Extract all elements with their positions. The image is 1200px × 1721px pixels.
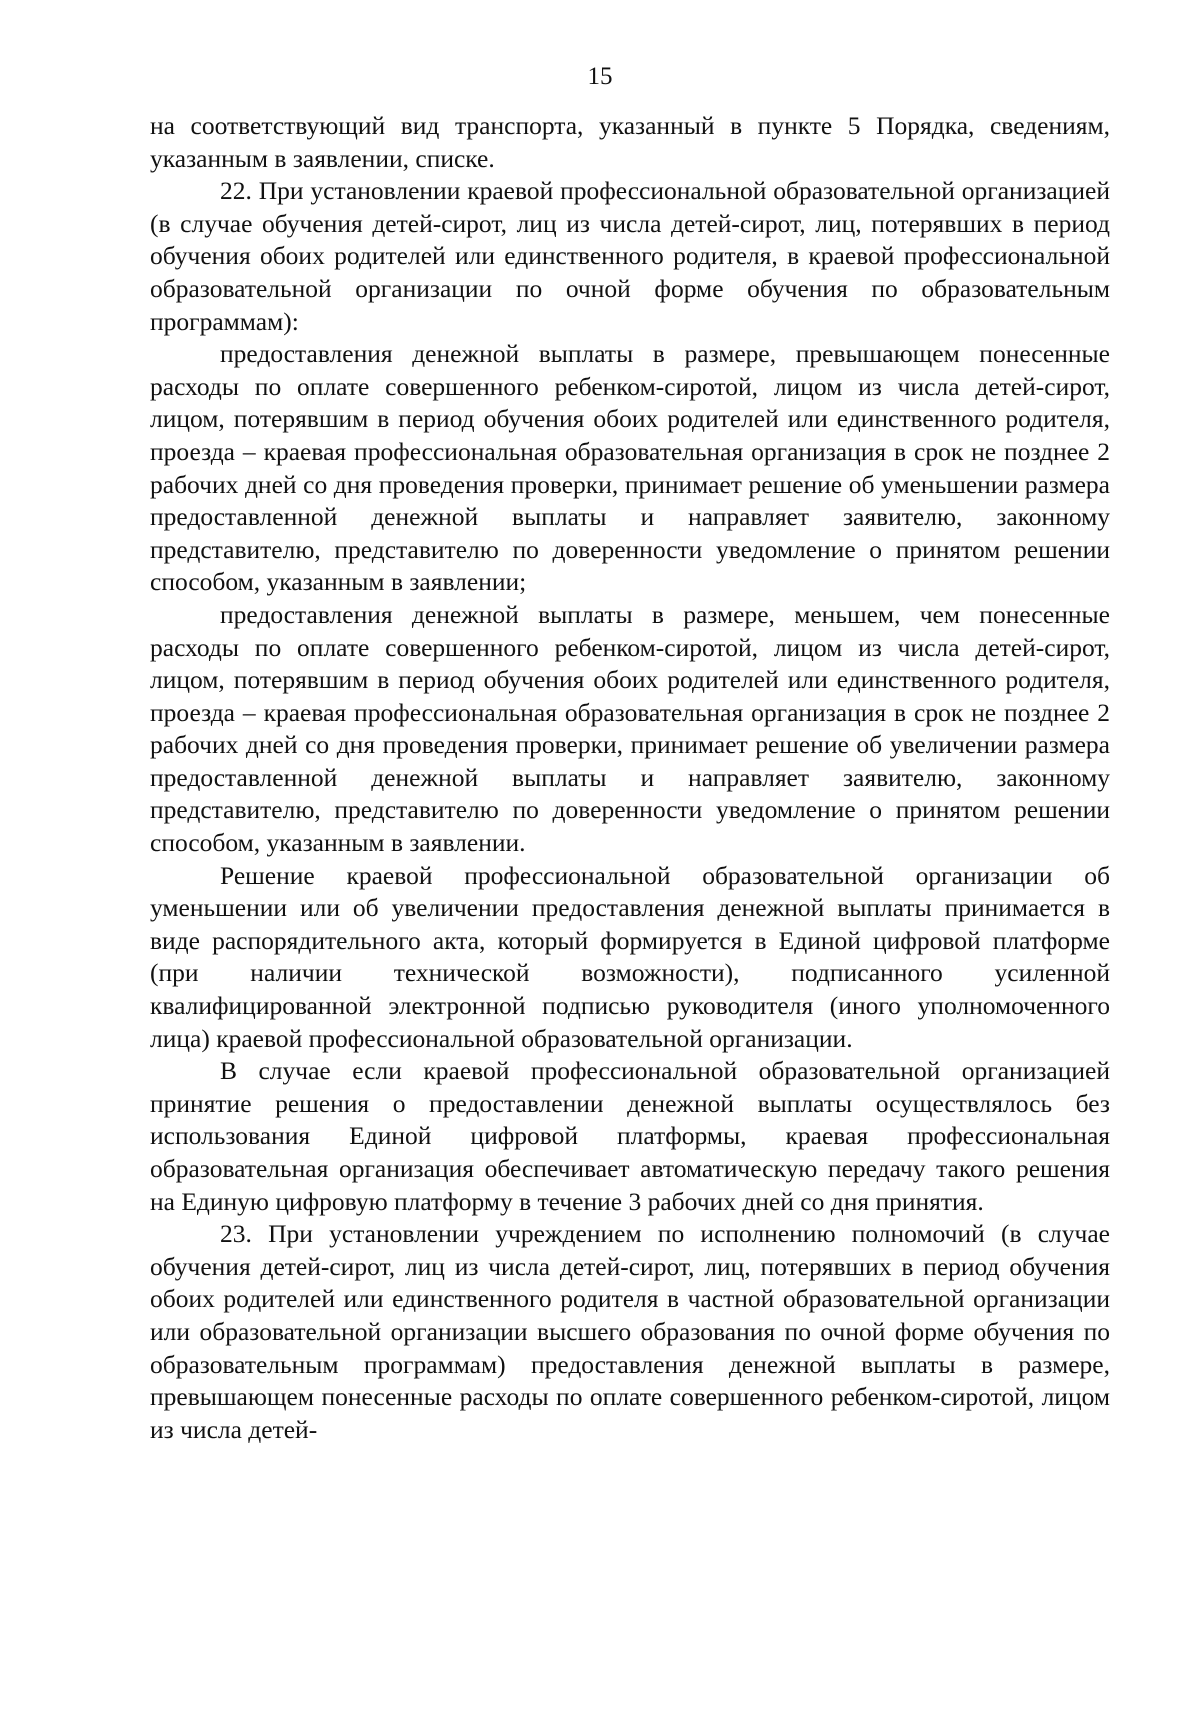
paragraph-item-22: 22. При установлении краевой профессиональной образовательной организацией (в случае обучения детей-сирот, лиц из числа детей-сирот, лиц, потерявших в период обучения обоих родителей или единственного родителя, в краевой профессиональной образовательной организации по очной форме обучения по образовательным программам): bbox=[150, 176, 1110, 336]
paragraph-continuation: на соответствующий вид транспорта, указанный в пункте 5 Порядка, сведениям, указанным в заявлении, списке. bbox=[150, 111, 1110, 173]
paragraph-underpayment-case: предоставления денежной выплаты в размере, меньшем, чем понесенные расходы по оплате совершенного ребенком-сиротой, лицом из числа детей-сирот, лицом, потерявшим в период обучения обоих родителей или единственного родителя, проезда – краевая профессиональная образовательная организация в срок не позднее 2 рабочих дней со дня проведения проверки, принимает решение об увеличении размера предоставленной денежной выплаты и направляет заявителю, законному представителю, представителю по доверенности уведомление о принятом решении способом, указанным в заявлении. bbox=[150, 599, 1110, 858]
document-body bbox=[150, 110, 1110, 1446]
page-number: 15 bbox=[587, 63, 613, 90]
paragraph-decision-form: Решение краевой профессиональной образовательной организации об уменьшении или об увеличении предоставления денежной выплаты принимается в виде распорядительного акта, который формируется в Единой цифровой платформе (при наличии технической возможности), подписанного усиленной квалифицированной электронной подписью руководителя (иного уполномоченного лица) краевой профессиональной образовательной организации. bbox=[150, 860, 1110, 1053]
paragraph-transfer-to-platform: В случае если краевой профессиональной образовательной организацией принятие решения о предоставлении денежной выплаты осуществлялось без использования Единой цифровой платформы, краевая профессиональная образовательная организация обеспечивает автоматическую передачу такого решения на Единую цифровую платформу в течение 3 рабочих дней со дня принятия. bbox=[150, 1056, 1110, 1216]
paragraph-item-23: 23. При установлении учреждением по исполнению полномочий (в случае обучения детей-сирот, лиц из числа детей-сирот, лиц, потерявших в период обучения обоих родителей или единственного родителя в частной образовательной организации или образовательной организации высшего образования по очной форме обучения по образовательным программам) предоставления денежной выплаты в размере, превышающем понесенные расходы по оплате совершенного ребенком-сиротой, лицом из числа детей- bbox=[150, 1219, 1110, 1444]
paragraph-overpayment-case: предоставления денежной выплаты в размере, превышающем понесенные расходы по оплате совершенного ребенком-сиротой, лицом из числа детей-сирот, лицом, потерявшим в период обучения обоих родителей или единственного родителя, проезда – краевая профессиональная образовательная организация в срок не позднее 2 рабочих дней со дня проведения проверки, принимает решение об уменьшении размера предоставленной денежной выплаты и направляет заявителю, законному представителю, представителю по доверенности уведомление о принятом решении способом, указанным в заявлении; bbox=[150, 339, 1110, 597]
